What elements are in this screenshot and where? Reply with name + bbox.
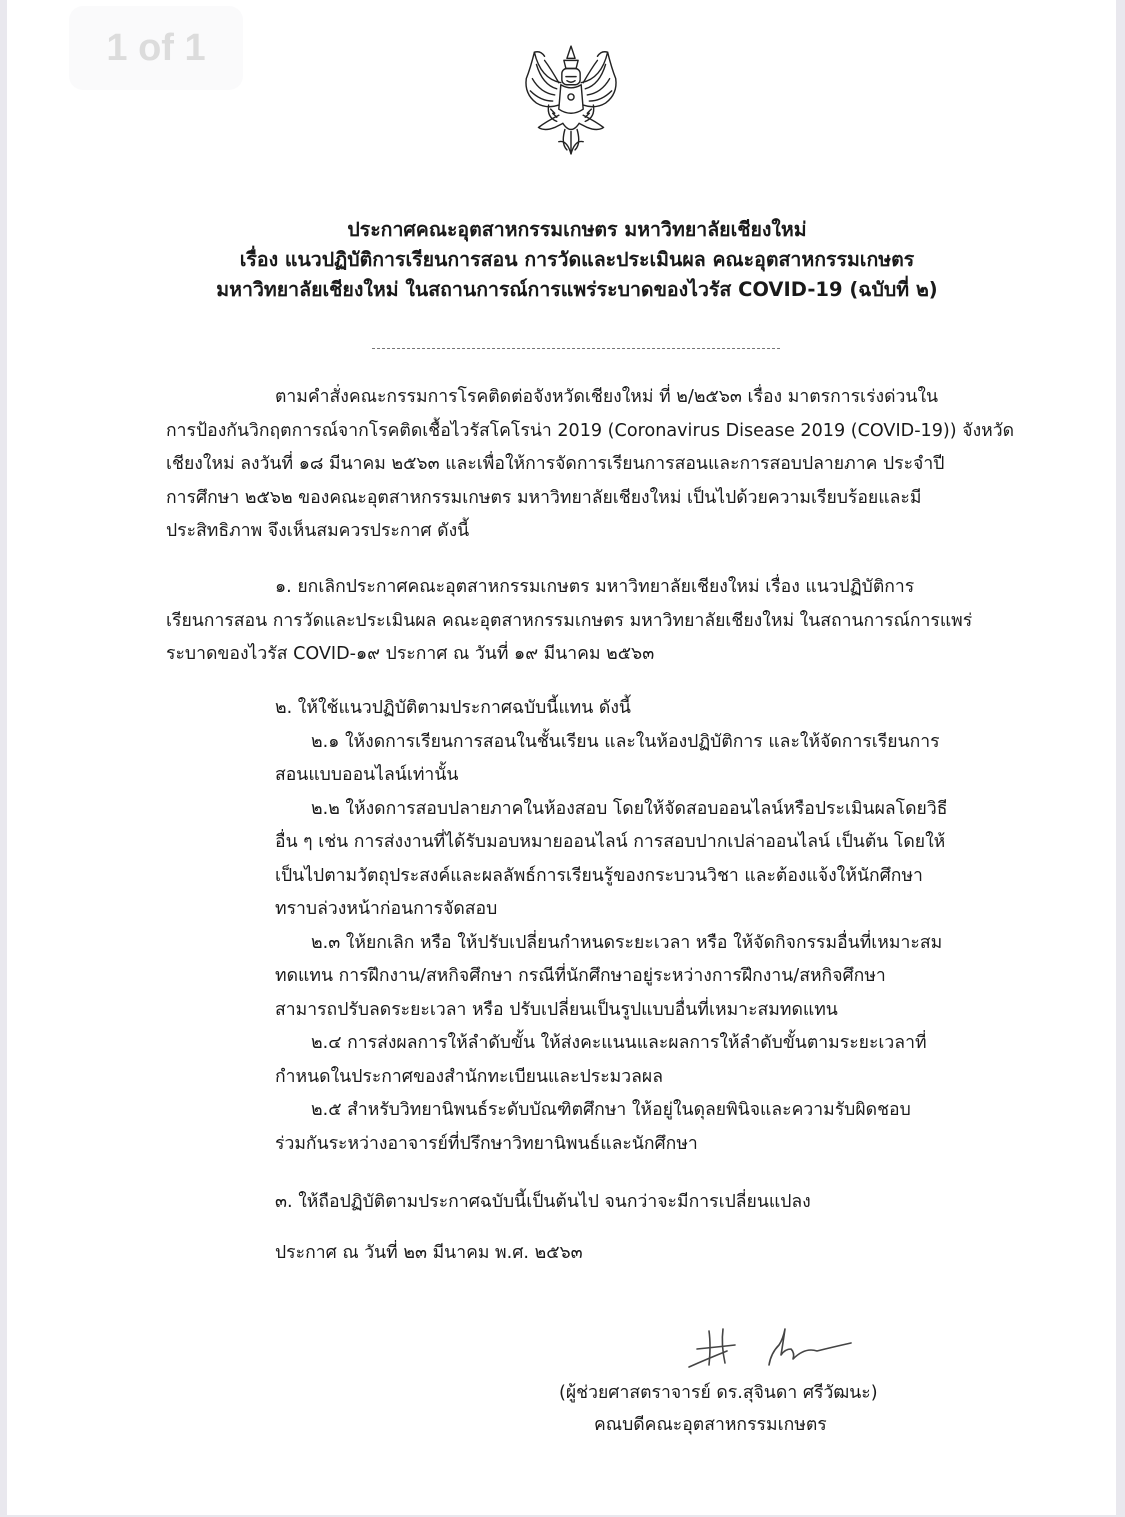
item-2-5-line: ร่วมกันระหว่างอาจารย์ที่ปรึกษาวิทยานิพนธ์และนักศึกษา: [275, 1133, 698, 1154]
item-2-2-line: ทราบล่วงหน้าก่อนการจัดสอบ: [275, 899, 498, 919]
item-2-2-first-line: ๒.๒ ให้งดการสอบปลายภาคในห้องสอบ โดยให้จัดสอบออนไลน์หรือประเมินผลโดยวิธี: [311, 798, 948, 819]
preamble-paragraph: [166, 381, 1014, 549]
preamble-line: ประสิทธิภาพ จึงเห็นสมควรประกาศ ดังนี้: [166, 521, 470, 541]
item-2-2-line: เป็นไปตามวัตถุประสงค์และผลลัพธ์การเรียนรู้ของกระบวนวิชา และต้องแจ้งให้นักศึกษา: [275, 865, 923, 886]
preamble-line: เชียงใหม่ ลงวันที่ ๑๘ มีนาคม ๒๕๖๓ และเพื่อให้การจัดการเรียนการสอนและการสอบปลายภาค ประจำปี: [166, 454, 945, 474]
document-page: [7, 0, 1116, 1515]
item-2-heading: ๒. ให้ใช้แนวปฏิบัติตามประกาศฉบับนี้แทน ดังนี้: [275, 698, 631, 718]
title-line-1: ประกาศคณะอุตสาหกรรมเกษตร มหาวิทยาลัยเชียงใหม่: [347, 218, 807, 241]
item-2-4-line: กำหนดในประกาศของสำนักทะเบียนและประมวลผล: [275, 1066, 663, 1087]
signatory-position: คณบดีคณะอุตสาหกรรมเกษตร: [594, 1415, 827, 1435]
item-2-3-line: ทดแทน การฝึกงาน/สหกิจศึกษา กรณีที่นักศึกษาอยู่ระหว่างการฝึกงาน/สหกิจศึกษา: [275, 966, 886, 986]
item-2-1-first-line: ๒.๑ ให้งดการเรียนการสอนในชั้นเรียน และในห้องปฏิบัติการ และให้จัดการเรียนการ: [311, 731, 940, 752]
item-3-paragraph: ๓. ให้ถือปฏิบัติตามประกาศฉบับนี้เป็นต้นไป จนกว่าจะมีการเปลี่ยนแปลง: [275, 1192, 811, 1212]
item-2-1-line: สอนแบบออนไลน์เท่านั้น: [275, 765, 459, 785]
item-2-3-first-line: ๒.๓ ให้ยกเลิก หรือ ให้ปรับเปลี่ยนกำหนดระยะเวลา หรือ ให้จัดกิจกรรมอื่นที่เหมาะสม: [311, 932, 943, 953]
item-2-2-line: อื่น ๆ เช่น การส่งงานที่ได้รับมอบหมายออนไลน์ การสอบปากเปล่าออนไลน์ เป็นต้น โดยให้: [275, 832, 946, 852]
item-1-paragraph: [166, 571, 972, 672]
title-divider: [372, 348, 780, 349]
item-2-5-first-line: ๒.๕ สำหรับวิทยานิพนธ์ระดับบัณฑิตศึกษา ให้อยู่ในดุลยพินิจและความรับผิดชอบ: [311, 1100, 911, 1120]
preamble-line: การศึกษา ๒๕๖๒ ของคณะอุตสาหกรรมเกษตร มหาวิทยาลัยเชียงใหม่ เป็นไปด้วยความเรียบร้อยและมี: [166, 487, 922, 508]
announcement-title: [127, 215, 1027, 305]
signatory-name: (ผู้ช่วยศาสตราจารย์ ดร.สุจินดา ศรีวัฒนะ): [559, 1383, 878, 1403]
item-2-4-first-line: ๒.๔ การส่งผลการให้ลำดับขั้น ให้ส่งคะแนนและผลการให้ลำดับขั้นตามระยะเวลาที่: [311, 1033, 927, 1053]
garuda-emblem-icon: [510, 38, 632, 160]
preamble-line: การป้องกันวิกฤตการณ์จากโรคติดเชื้อไวรัสโคโรน่า 2019 (Coronavirus Disease 2019 (COVID-19)) จังหวัด: [166, 420, 1015, 441]
item-2-3-line: สามารถปรับลดระยะเวลา หรือ ปรับเปลี่ยนเป็นรูปแบบอื่นที่เหมาะสมทดแทน: [275, 999, 838, 1020]
announcement-date: ประกาศ ณ วันที่ ๒๓ มีนาคม พ.ศ. ๒๕๖๓: [275, 1243, 583, 1263]
item-2-section: [275, 692, 947, 1161]
preamble-line: ตามคำสั่งคณะกรรมการโรคติดต่อจังหวัดเชียงใหม่ ที่ ๒/๒๕๖๓ เรื่อง มาตรการเร่งด่วนใน: [275, 387, 939, 407]
item-1-line: เรียนการสอน การวัดและประเมินผล คณะอุตสาหกรรมเกษตร มหาวิทยาลัยเชียงใหม่ ในสถานการณ์การแพร่: [166, 610, 973, 631]
title-line-3: มหาวิทยาลัยเชียงใหม่ ในสถานการณ์การแพร่ระบาดของไวรัส COVID-19 (ฉบับที่ ๒): [216, 278, 938, 301]
page-indicator: 1 of 1: [69, 6, 243, 90]
title-line-2: เรื่อง แนวปฏิบัติการเรียนการสอน การวัดและประเมินผล คณะอุตสาหกรรมเกษตร: [239, 248, 915, 271]
item-1-line: ระบาดของไวรัส COVID-๑๙ ประกาศ ณ วันที่ ๑๙ มีนาคม ๒๕๖๓: [166, 644, 655, 664]
handwritten-signature: [687, 1325, 857, 1371]
item-1-line: ๑. ยกเลิกประกาศคณะอุตสาหกรรมเกษตร มหาวิทยาลัยเชียงใหม่ เรื่อง แนวปฏิบัติการ: [275, 577, 915, 597]
